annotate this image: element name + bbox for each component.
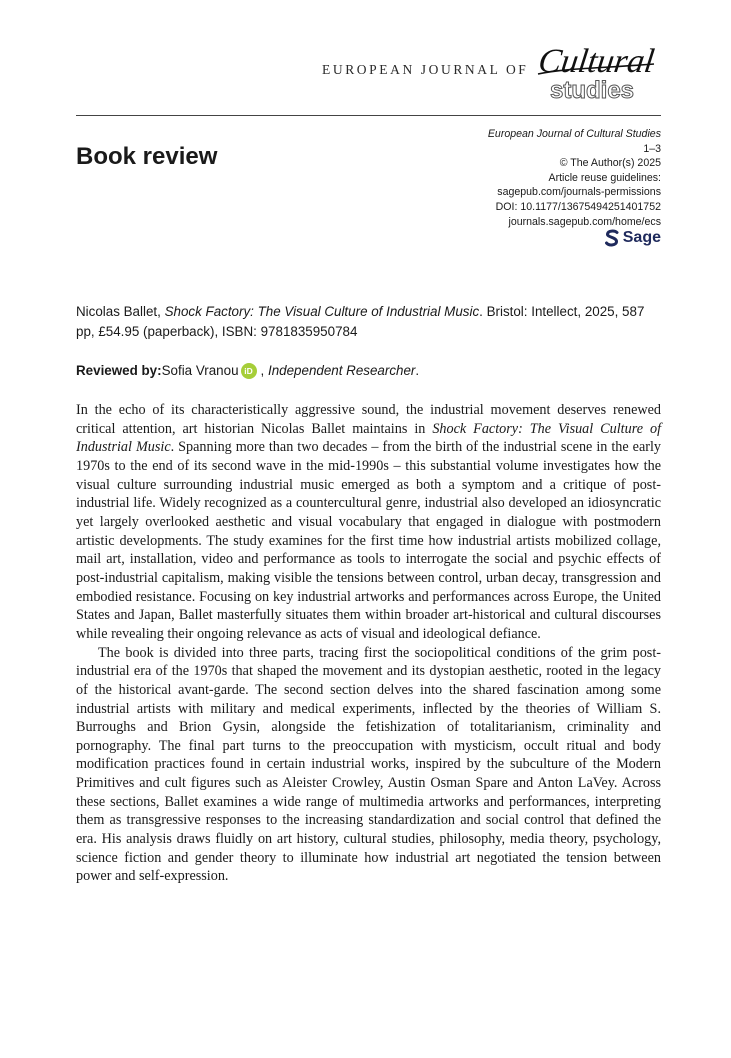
orcid-icon[interactable]: iD — [241, 363, 257, 379]
meta-journal-link[interactable]: journals.sagepub.com/home/ecs — [508, 215, 661, 228]
article-metadata — [488, 127, 661, 229]
meta-pages: 1–3 — [643, 142, 661, 155]
reviewer-line: Reviewed by: Sofia Vranou iD , Independent Researcher . — [76, 361, 666, 381]
meta-journal: European Journal of Cultural Studies — [487, 128, 661, 140]
header-rule — [76, 115, 661, 116]
journal-name-caps: EUROPEAN JOURNAL OF — [322, 62, 529, 77]
sage-s-icon — [605, 229, 619, 247]
reviewer-affiliation: Independent Researcher — [267, 363, 416, 378]
cultural-studies-logo — [536, 38, 666, 104]
paragraph-1: In the echo of its characteristically aggressive sound, the industrial movement deserves renewed critical attention, art historian Nicolas Ballet maintains in Shock Factory: The Visual Culture of Industrial Music. Spanning more than two decades – from the birth of the industrial scene in the early 1970s to the end of its second wave in the mid-1990s – this substantial volume investigates how the visual culture surrounding industrial music emerged as both a symptom and a critique of post-industrial life. Widely recognized as a countercultural genre, industrial also developed an idiosyncratic yet largely overlooked aesthetic and visual vocabulary that engaged in dialogue with postmodern artistic developments. The study examines for the first time how industrial artists mobilized collage, mail art, installation, video and performance as tools to interrogate the social and psychic effects of post-industrial capitalism, making visible the tensions between control, urban decay, transgression and embodied resistance. Focusing on key industrial artworks and performances across Europe, the United States and Japan, Ballet masterfully situates them within broader art-historical and cultural discourses while revealing their ongoing relevance as acts of visual and ideological defiance. — [76, 402, 662, 642]
meta-reuse-label: Article reuse guidelines: — [548, 171, 661, 184]
article-body — [76, 401, 661, 886]
citation-book-title: Shock Factory: The Visual Culture of Industrial Music — [164, 304, 480, 319]
meta-doi[interactable]: DOI: 10.1177/13675494251401752 — [495, 200, 661, 213]
reviewed-by-label: Reviewed by: — [76, 363, 162, 378]
inline-book-title: Shock Factory: The Visual Culture of Industrial Music — [76, 420, 662, 456]
reviewer-name: Sofia Vranou — [161, 363, 239, 378]
page-title: Book review — [76, 143, 218, 170]
citation-details: . Bristol: Intellect, 2025, 587 pp, £54.95 (paperback), ISBN: 9781835950784 — [76, 304, 645, 339]
journal-masthead — [0, 0, 731, 115]
paragraph-2: The book is divided into three parts, tracing first the sociopolitical conditions of the grim post-industrial era of the 1970s that shaped the movement and its dystopian aesthetic, rooted in the legacy of the historical avant-garde. The second section delves into the shared fascination among some industrial artists with military and medical experiments, inflected by the theories of William S. Burroughs and Brion Gysin, alongside the fetishization of totalitarianism, criminality and pornography. The final part turns to the preoccupation with mysticism, occult ritual and body modification practices found in certain industrial works, inspired by the subculture of the Modern Primitives and cult figures such as Aleister Crowley, Austin Osman Spare and Anton LaVey. Across these sections, Ballet examines a wide range of multimedia artworks and performances, interpreting them as transgressive responses to the increasing standardization and social control that defined the era. His analysis draws fluidly on art history, cultural studies, philosophy, media theory, psychology, science fiction and gender theory to illuminate how industrial art negotiated the tension between power and self-expression. — [76, 644, 661, 885]
publisher-name: Sage — [622, 229, 661, 246]
publisher-logo — [605, 229, 661, 247]
citation-author: Nicolas Ballet, — [76, 304, 165, 319]
book-citation — [76, 302, 666, 342]
meta-reuse-link[interactable]: sagepub.com/journals-permissions — [497, 186, 661, 199]
meta-copyright: © The Author(s) 2025 — [559, 157, 661, 170]
svg-text:Cultural: Cultural — [536, 43, 657, 80]
svg-text:studies: studies — [550, 77, 635, 104]
